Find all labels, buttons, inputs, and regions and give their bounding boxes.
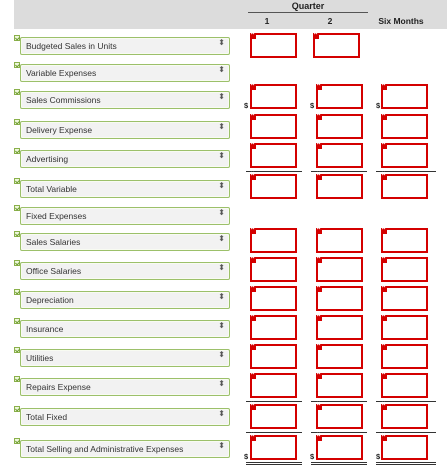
select-arrow-icon: ⬍ [218, 409, 225, 418]
row-sales-salaries [14, 233, 230, 251]
insurance-six-input[interactable] [381, 315, 428, 340]
budgeted-sales-select[interactable] [20, 37, 230, 55]
select-arrow-icon: ⬍ [218, 38, 225, 47]
total-double-rule [246, 462, 302, 465]
error-icon [250, 404, 256, 410]
dollar-sign: $ [310, 452, 315, 461]
budgeted-sales-q1-input[interactable] [250, 33, 297, 58]
error-icon [316, 84, 322, 90]
error-icon [381, 435, 387, 441]
repairs-expense-six-input[interactable] [381, 373, 428, 398]
select-label: Utilities [26, 353, 54, 363]
sales-salaries-q1-input[interactable] [250, 228, 297, 253]
error-icon [250, 315, 256, 321]
total-fixed-select[interactable] [20, 408, 230, 426]
row-office-salaries [14, 262, 230, 280]
error-icon [381, 257, 387, 263]
depreciation-q2-input[interactable] [316, 286, 363, 311]
fixed-expenses-select[interactable] [20, 207, 230, 225]
total-selling-admin-select[interactable] [20, 440, 230, 458]
sales-commissions-select[interactable] [20, 91, 230, 109]
column-header-q1: 1 [264, 16, 270, 26]
error-icon [250, 84, 256, 90]
select-label: Total Selling and Administrative Expenses [26, 444, 184, 454]
utilities-q2-input[interactable] [316, 344, 363, 369]
total-variable-q2-input[interactable] [316, 174, 363, 199]
advertising-six-input[interactable] [381, 143, 428, 168]
office-salaries-six-input[interactable] [381, 257, 428, 282]
select-label: Budgeted Sales in Units [26, 41, 117, 51]
select-label: Total Variable [26, 184, 77, 194]
sales-salaries-six-input[interactable] [381, 228, 428, 253]
quarter-header-rule [248, 12, 368, 13]
select-arrow-icon: ⬍ [218, 234, 225, 243]
total-fixed-q2-input[interactable] [316, 404, 363, 429]
select-arrow-icon: ⬍ [218, 350, 225, 359]
select-arrow-icon: ⬍ [218, 292, 225, 301]
sales-commissions-q2-input[interactable] [316, 84, 363, 109]
row-depreciation [14, 291, 230, 309]
error-icon [250, 435, 256, 441]
select-arrow-icon: ⬍ [218, 151, 225, 160]
error-icon [381, 373, 387, 379]
select-arrow-icon: ⬍ [218, 181, 225, 190]
row-insurance [14, 320, 230, 338]
select-label: Sales Commissions [26, 95, 101, 105]
error-icon [316, 228, 322, 234]
row-utilities [14, 349, 230, 367]
select-label: Variable Expenses [26, 68, 97, 78]
select-arrow-icon: ⬍ [218, 379, 225, 388]
select-arrow-icon: ⬍ [218, 65, 225, 74]
total-selling-admin-six-input[interactable] [381, 435, 428, 460]
error-icon [316, 344, 322, 350]
dollar-sign: $ [376, 452, 381, 461]
quarter-header: Quarter [291, 1, 325, 11]
error-icon [250, 114, 256, 120]
select-label: Depreciation [26, 295, 74, 305]
select-arrow-icon: ⬍ [218, 122, 225, 131]
row-sales-commissions [14, 91, 230, 109]
error-icon [316, 174, 322, 180]
error-icon [381, 344, 387, 350]
total-fixed-six-input[interactable] [381, 404, 428, 429]
total-variable-six-input[interactable] [381, 174, 428, 199]
office-salaries-q2-input[interactable] [316, 257, 363, 282]
budgeted-sales-q2-input[interactable] [313, 33, 360, 58]
select-label: Sales Salaries [26, 237, 81, 247]
row-total-fixed [14, 408, 230, 426]
select-arrow-icon: ⬍ [218, 441, 225, 450]
total-double-rule [376, 462, 436, 465]
total-selling-admin-q2-input[interactable] [316, 435, 363, 460]
insurance-q1-input[interactable] [250, 315, 297, 340]
error-icon [316, 257, 322, 263]
error-icon [381, 84, 387, 90]
select-arrow-icon: ⬍ [218, 321, 225, 330]
error-icon [250, 143, 256, 149]
advertising-q2-input[interactable] [316, 143, 363, 168]
error-icon [381, 404, 387, 410]
error-icon [250, 257, 256, 263]
select-label: Office Salaries [26, 266, 82, 276]
select-label: Fixed Expenses [26, 211, 87, 221]
error-icon [316, 286, 322, 292]
total-selling-admin-q1-input[interactable] [250, 435, 297, 460]
advertising-select[interactable] [20, 150, 230, 168]
error-icon [250, 228, 256, 234]
select-label: Repairs Expense [26, 382, 91, 392]
error-icon [316, 315, 322, 321]
row-total-variable [14, 180, 230, 198]
depreciation-six-input[interactable] [381, 286, 428, 311]
error-icon [381, 315, 387, 321]
repairs-expense-select[interactable] [20, 378, 230, 396]
error-icon [316, 435, 322, 441]
row-total-selling-admin [14, 440, 230, 458]
select-label: Delivery Expense [26, 125, 93, 135]
row-fixed-expenses [14, 207, 230, 225]
total-double-rule [311, 462, 367, 465]
office-salaries-select[interactable] [20, 262, 230, 280]
utilities-select[interactable] [20, 349, 230, 367]
row-budgeted-sales [14, 37, 230, 55]
repairs-expense-q1-input[interactable] [250, 373, 297, 398]
select-arrow-icon: ⬍ [218, 208, 225, 217]
select-arrow-icon: ⬍ [218, 92, 225, 101]
error-icon [381, 174, 387, 180]
utilities-q1-input[interactable] [250, 344, 297, 369]
delivery-expense-q2-input[interactable] [316, 114, 363, 139]
dollar-sign: $ [244, 452, 249, 461]
error-icon [316, 143, 322, 149]
row-delivery-expense [14, 121, 230, 139]
advertising-q1-input[interactable] [250, 143, 297, 168]
dollar-sign: $ [310, 101, 315, 110]
row-advertising [14, 150, 230, 168]
depreciation-q1-input[interactable] [250, 286, 297, 311]
row-variable-expenses [14, 64, 230, 82]
sales-commissions-q1-input[interactable] [250, 84, 297, 109]
utilities-six-input[interactable] [381, 344, 428, 369]
total-variable-select[interactable] [20, 180, 230, 198]
error-icon [381, 228, 387, 234]
delivery-expense-six-input[interactable] [381, 114, 428, 139]
error-icon [316, 373, 322, 379]
total-fixed-q1-input[interactable] [250, 404, 297, 429]
delivery-expense-q1-input[interactable] [250, 114, 297, 139]
error-icon [381, 114, 387, 120]
error-icon [250, 33, 256, 39]
column-header-q2: 2 [327, 16, 333, 26]
office-salaries-q1-input[interactable] [250, 257, 297, 282]
delivery-expense-select[interactable] [20, 121, 230, 139]
error-icon [316, 114, 322, 120]
select-label: Insurance [26, 324, 64, 334]
total-variable-q1-input[interactable] [250, 174, 297, 199]
error-icon [250, 344, 256, 350]
select-label: Advertising [26, 154, 69, 164]
depreciation-select[interactable] [20, 291, 230, 309]
sales-salaries-select[interactable] [20, 233, 230, 251]
error-icon [313, 33, 319, 39]
error-icon [250, 286, 256, 292]
error-icon [250, 174, 256, 180]
repairs-expense-q2-input[interactable] [316, 373, 363, 398]
column-header-six-months: Six Months [378, 16, 424, 26]
error-icon [381, 143, 387, 149]
dollar-sign: $ [376, 101, 381, 110]
dollar-sign: $ [244, 101, 249, 110]
variable-expenses-select[interactable] [20, 64, 230, 82]
sales-commissions-six-input[interactable] [381, 84, 428, 109]
error-icon [381, 286, 387, 292]
select-label: Total Fixed [26, 412, 68, 422]
sales-salaries-q2-input[interactable] [316, 228, 363, 253]
insurance-q2-input[interactable] [316, 315, 363, 340]
row-repairs-expense [14, 378, 230, 396]
error-icon [250, 373, 256, 379]
insurance-select[interactable] [20, 320, 230, 338]
select-arrow-icon: ⬍ [218, 263, 225, 272]
error-icon [316, 404, 322, 410]
